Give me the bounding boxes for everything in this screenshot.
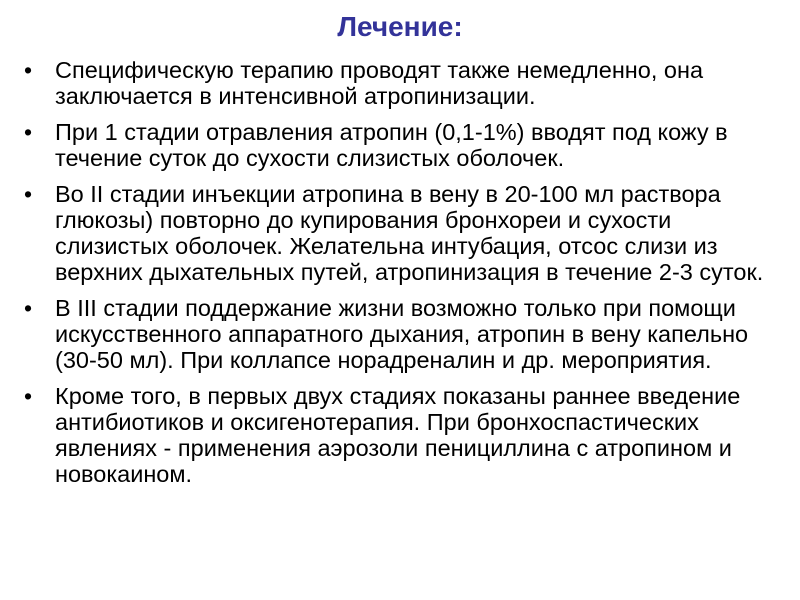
bullet-dot-icon: • (24, 383, 33, 409)
bullet-item (24, 295, 776, 373)
bullet-text: При 1 стадии отравления атропин (0,1-1%) вводят под кожу в течение суток до сухости слизистых оболочек. (55, 119, 728, 171)
bullet-item (24, 383, 776, 487)
slide-title: Лечение: (337, 11, 463, 42)
bullet-dot-icon: • (24, 119, 33, 145)
bullet-text: Во II стадии инъекции атропина в вену в 20-100 мл раствора глюкозы) повторно до купирования бронхореи и сухости слизистых оболочек. Желательна интубация, отсос слизи из верхних дыхательных путей, атропинизация в течение 2-3 суток. (55, 181, 764, 285)
bullet-list (24, 57, 776, 497)
bullet-item (24, 181, 776, 285)
bullet-dot-icon: • (24, 181, 33, 207)
bullet-text: В III стадии поддержание жизни возможно только при помощи искусственного аппаратного дыхания, атропин в вену капельно (30-50 мл). При коллапсе норадреналин и др. мероприятия. (55, 295, 749, 373)
bullet-item (24, 57, 776, 109)
bullet-item (24, 119, 776, 171)
bullet-dot-icon: • (24, 295, 33, 321)
bullet-text: Кроме того, в первых двух стадиях показаны раннее введение антибиотиков и оксигенотерапия. При бронхоспастических явлениях - применения аэрозоли пенициллина с атропином и новокаином. (55, 383, 741, 487)
bullet-text: Специфическую терапию проводят также немедленно, она заключается в интенсивной атропинизации. (55, 57, 704, 109)
bullet-dot-icon: • (24, 57, 33, 83)
